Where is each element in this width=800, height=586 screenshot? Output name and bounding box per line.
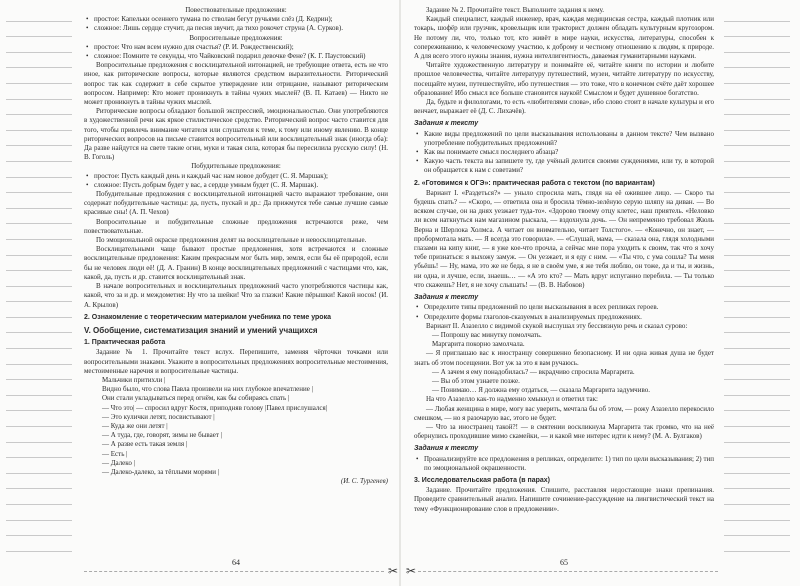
note-line [724, 178, 790, 194]
note-line [6, 115, 72, 131]
bullet-item: • сложное: Помните те секунды, что Чайковский подарил девочке Фене? (К. Г. Паустовский) [84, 52, 388, 61]
paragraph: Задание. Прочитайте предложения. Спишите, расставляя недостающие знаки препинания. Проведите сравнительный анализ. Напишите сочинение-рассуждение на лингвистический текст на тему «Функционирование слов в предложении». [414, 486, 714, 513]
note-line [6, 474, 72, 490]
paragraph: Вопросительные и побудительные сложные предложения встречаются реже, чем повествовательные. [84, 217, 388, 235]
section-label: Вопросительные предложения: [189, 33, 283, 42]
note-line [724, 6, 790, 22]
paragraph: Да, будьте и филологами, то есть «любителями слова», ибо слово стоит в начале культуры и его венчает, выражает её (Д. С. Лихачёв). [414, 98, 714, 116]
note-line [724, 443, 790, 459]
note-line [724, 302, 790, 318]
note-line [724, 396, 790, 412]
note-line [6, 302, 72, 318]
note-line [724, 536, 790, 552]
dialogue-line: — Далеко | [102, 458, 135, 467]
note-line [724, 333, 790, 349]
task-heading: Задания к тексту [414, 445, 479, 453]
note-line [6, 22, 72, 38]
note-line [6, 53, 72, 69]
note-line [6, 68, 72, 84]
page-right-text [414, 6, 714, 554]
dialogue-line: — Вы об этом узнаете позже. [432, 376, 520, 385]
bullet-item: • Какую часть текста вы запишете ту, где учёный делится своими суждениями, или ту, в которой он обращается к нам с советами? [414, 157, 714, 175]
note-line [6, 521, 72, 537]
note-line [724, 224, 790, 240]
note-line [724, 365, 790, 381]
dialogue-line: — А туда, где, говорят, зимы не бывает | [102, 431, 223, 440]
dialogue-line: — Понимаю… Я должна ему отдаться, — сказала Маргарита задумчиво. [432, 386, 650, 395]
note-line [724, 489, 790, 505]
bullet-item: • простое: Пусть каждый день и каждый час нам новое добудет (С. Я. Маршак); [84, 172, 388, 181]
subheading: 2. Ознакомление с теоретическим материалом учебника по теме урока [84, 313, 331, 321]
section-heading: V. Обобщение, систематизация знаний и умений учащихся [84, 325, 318, 335]
note-line [6, 318, 72, 334]
note-line [724, 349, 790, 365]
dialogue-line: — А разве есть такая земля | [102, 440, 188, 449]
dialogue-line: — Есть | [102, 449, 128, 458]
note-line [6, 193, 72, 209]
note-line [6, 100, 72, 116]
page-number-left: 64 [232, 558, 240, 567]
note-line [724, 53, 790, 69]
note-line [6, 536, 72, 552]
note-line [6, 365, 72, 381]
cut-line-left [84, 571, 384, 572]
note-line [724, 287, 790, 303]
task-heading: Задания к тексту [414, 120, 479, 128]
note-line [6, 396, 72, 412]
paragraph: — Я приглашаю вас к иностранцу совершенно безопасному. И ни одна живая душа не будет знать об этом посещении. Вот уж за это я вам ручаюсь. [414, 349, 714, 367]
paragraph: Вопросительные предложения с восклицательной интонацией, не требующие ответа, есть не что иное, как риторические вопросы, которые являются средством выразительности. Риторический вопрос так как содержит в себе скрытое утверждение или отрицание, называют риторическим вопросом. Например: Кто может проникнуть в тайны чужих мыслей? (В. П. Катаев) — Никто не может проникнуть в тайны чужих мыслей. [84, 61, 388, 107]
note-line [724, 411, 790, 427]
note-line [6, 380, 72, 396]
note-line [724, 115, 790, 131]
bullet-item: • сложное: Лишь сердце стучит, да песня звучит, да тихо рокочет струна (А. Сурков). [84, 24, 388, 33]
paragraph: В начале вопросительных и восклицательных предложений часто употребляются частицы как, какой, что за и др. и междометия: Ну что за шейки! Что за глазки! Какие пёрышки! Какой носок! (И. А. Крылов) [84, 282, 388, 309]
dialogue-line: Маргарита покорно замолчала. [432, 340, 525, 349]
note-line [6, 224, 72, 240]
paragraph: Каждый специалист, каждый инженер, врач, каждая медицинская сестра, каждый плотник или токарь, шофёр или грузчик, кровельщик или тракторист должен обладать культурным кругозором. Не потому ли, что, только тот, кто живёт в мире науки, искусства, литературы, способен к сопереживанию, к человеческому участию, к доброму и честному отношению к людям, к природе. А для всего этого нужны знания, нужна интеллигентность, даваемая гуманитарными науками. [414, 15, 714, 61]
note-line [724, 209, 790, 225]
note-line [724, 68, 790, 84]
scissors-icon: ✂ [405, 564, 417, 578]
note-line [6, 443, 72, 459]
bullet-item: • простое: Капельки осеннего тумана по стволам бегут ручьями слёз (Д. Кедрин); [84, 15, 388, 24]
note-line [6, 411, 72, 427]
note-line [724, 458, 790, 474]
paragraph: Побудительные предложения с восклицательной интонацией часто выражают требование, они содержат побудительные частицы: да, пусть, пускай и др.: Да прижмутся тебе самые лучшие самые красивые сны! (А. П. Чехов) [84, 190, 388, 217]
subheading: 1. Практическая работа [84, 339, 166, 347]
dialogue-line: — Это кулички летят, посвистывают | [102, 412, 215, 421]
paragraph: Вариант I. «Раздеться?» — уныло спросила мать, глядя на её ожившее лицо. — Скоро ты будешь спать? — «Скоро, — ответила она и бросила тёмно-зелёную серую шляпу на диван. — Во всяком случае, он на днях уезжает туда-то». «Здорово твоему отцу клетес, наш приятель. «Неловко ли всем наткнуться нам магазином рыскала, — вздохнула дочь. — Он непременно требовал Жюль Верна и Шерлока Холмса. А читает он внимательно, читает Толстого». — «Конечно, он знает, — пробормотала мать. — Я всегда это говорила». — «Слушай, мама, — сказала она, глядя холодными глазами на кипу книг, — я уже кое-что прочла, а сейчас мне пора уходить к своим, так что я хочу тебе признаться: я выхожу замуж. — Он уезжает, и я еду с ним. — «Ты что, с ума сошла? Ты меня убьёшь! — Ну, мама, это же не беда, я не в своём уме, я же тебя люблю, он тоже, да и ты, и жизнь, ни одна, и лучше, если, знаешь… — «А это кто? — Мать вдруг испуганно перебила. — Ты только что скажешь? Нет, я не хочу слышать! — (В. В. Набоков) [414, 188, 714, 289]
page-number-right: 65 [560, 558, 568, 567]
note-line [724, 193, 790, 209]
note-line [724, 131, 790, 147]
note-line [6, 349, 72, 365]
note-line [6, 178, 72, 194]
note-line [6, 209, 72, 225]
note-line [6, 6, 72, 22]
dialogue-line: — Далеко-далеко, за тёплыми морями | [102, 467, 220, 476]
paragraph: На что Азазелло как-то надменно хмыкнул и ответил так: [426, 395, 598, 404]
note-line [724, 162, 790, 178]
note-line [6, 427, 72, 443]
dialogue-line: Видно было, что слова Павла произвели на них глубокое впечатление | [102, 385, 313, 394]
note-line [6, 37, 72, 53]
bullet-item: • простое: Что нам всем нужно для счастья? (Р. И. Рождественский); [84, 43, 388, 52]
note-line [724, 521, 790, 537]
note-line [6, 505, 72, 521]
note-line [724, 22, 790, 38]
note-line [724, 256, 790, 272]
bullet-item: • Проанализируйте все предложения в репликах, определите: 1) тип по цели высказывания; 2) тип по эмоциональной окрашенности. [414, 455, 714, 473]
author-signature: (И. С. Тургенев) [340, 477, 388, 486]
note-line [6, 84, 72, 100]
paragraph: Задание № 2. Прочитайте текст. Выполните задания к нему. [426, 6, 605, 14]
paragraph: Вариант II. Азазелло с видимой скукой выслушал эту бессвязную речь и сказал сурово: [426, 321, 688, 330]
note-line [724, 505, 790, 521]
paragraph: Читайте художественную литературу и понимайте её, читайте книги по истории и любите прошлое человечества, читайте литературу путешествий, музеи, читайте литературу по искусству, посещайте музеи, путешествуйте, ибо путешествия — это тоже, что в конечном счёте даёт хорошее образование! Ибо смысл все больше становится наукой! Смыслом и будет душевное богатство. [414, 61, 714, 97]
book-spine [399, 0, 401, 586]
note-line [6, 489, 72, 505]
note-line [724, 380, 790, 396]
section-label: Побудительные предложения: [191, 162, 281, 171]
note-line [6, 256, 72, 272]
note-line [724, 427, 790, 443]
note-line [724, 100, 790, 116]
paragraph: Задание № 1. Прочитайте текст вслух. Перепишите, заменяя чёрточки точками или вопросительными знаками. Укажите в вопросительных предложениях вопросительные местоимения, местоименные наречия и вопросительные частицы. [84, 348, 388, 375]
note-line [6, 271, 72, 287]
note-line [724, 37, 790, 53]
bullet-item: • Какие виды предложений по цели высказывания использованы в данном тексте? Чем вызвано употребление побудительных предложений? [414, 130, 714, 148]
note-line [6, 146, 72, 162]
note-line [724, 240, 790, 256]
dialogue-line: — Что это| — спросил вдруг Костя, приподняв голову |Павел прислушался| [102, 403, 328, 412]
dialogue-line: Они стали укладываться перед огнём, как бы собираясь спать | [102, 394, 290, 403]
paragraph: Риторические вопросы обладают большой экспрессией, эмоциональностью. Они употребляются в художественной речи как яркое стилистическое средство. Риторический вопрос часто ставится для того, чтобы привлечь внимание читателя или слушателя к теме, к тому или иному явлению. В конце риторических вопросов на письме ставится вопросительный или восклицательный знак (иногда оба): Да разве найдутся на свете такие огни, муки и такая сила, которая бы пересилила русскую силу! (Н. В. Гоголь) [84, 107, 388, 162]
cut-line-right [418, 571, 718, 572]
note-line [724, 146, 790, 162]
note-line [6, 162, 72, 178]
task-heading: Задания к тексту [414, 294, 479, 302]
paragraph: Восклицательными чаще бывают простые предложения, хотя встречаются и сложные восклицательные предложения: Каким прекрасным мог быть мир, земля, если бы её природой, если бы не человек люди её! (Д. А. Гранин) В конце восклицательных предложений с частицами что, как, какой, да, пусть и др. ставится восклицательный знак. [84, 245, 388, 281]
note-line [724, 474, 790, 490]
note-line [6, 458, 72, 474]
section-label: Повествовательные предложения: [185, 6, 287, 14]
dialogue-line: Мальчики притихли | [102, 375, 166, 384]
dialogue-line: — Куда же они летят | [102, 421, 168, 430]
note-line [6, 131, 72, 147]
bullet-item: • Определите формы глаголов-сказуемых в анализируемых предложениях. [414, 313, 714, 322]
dialogue-line: — Попрошу вас минутку помолчать. [432, 330, 542, 339]
note-line [724, 84, 790, 100]
dialogue-line: — А зачем я ему понадобилась? — вкрадчиво спросила Маргарита. [432, 367, 635, 376]
page-left-text [84, 6, 388, 554]
scissors-icon: ✂ [387, 564, 399, 578]
note-line [6, 287, 72, 303]
paragraph: По эмоциональной окраске предложения делят на восклицательные и невосклицательные. [96, 236, 367, 245]
paragraph: — Что за иностранец такой?! — в смятении воскликнула Маргарита так громко, что на неё обернулись проходившие мимо скамейки, — и какой мне интерес идти к нему? (М. А. Булгаков) [414, 422, 714, 441]
notes-column-right [718, 6, 796, 552]
subheading: 3. Исследовательская работа (в парах) [414, 476, 551, 484]
note-line [6, 240, 72, 256]
bullet-item: • Определите типы предложений по цели высказывания в всех репликах героев. [414, 303, 714, 312]
subheading: 2. «Готовимся к ОГЭ»: практическая работа с текстом (по вариантам) [414, 179, 655, 187]
note-line [724, 271, 790, 287]
notes-column-left [0, 6, 78, 552]
bullet-item: • Как вы понимаете смысл последнего абзаца? [414, 148, 714, 157]
bullet-item: • сложное: Пусть добрым будет у вас, а сердце умным будет (С. Я. Маршак). [84, 181, 388, 190]
paragraph: — Любая женщина в мире, могу вас уверить, мечтала бы об этом, — рожу Азазелло перекосило смешком, — но я разочарую вас, этого не будет. [414, 404, 714, 422]
note-line [6, 333, 72, 349]
note-line [724, 318, 790, 334]
